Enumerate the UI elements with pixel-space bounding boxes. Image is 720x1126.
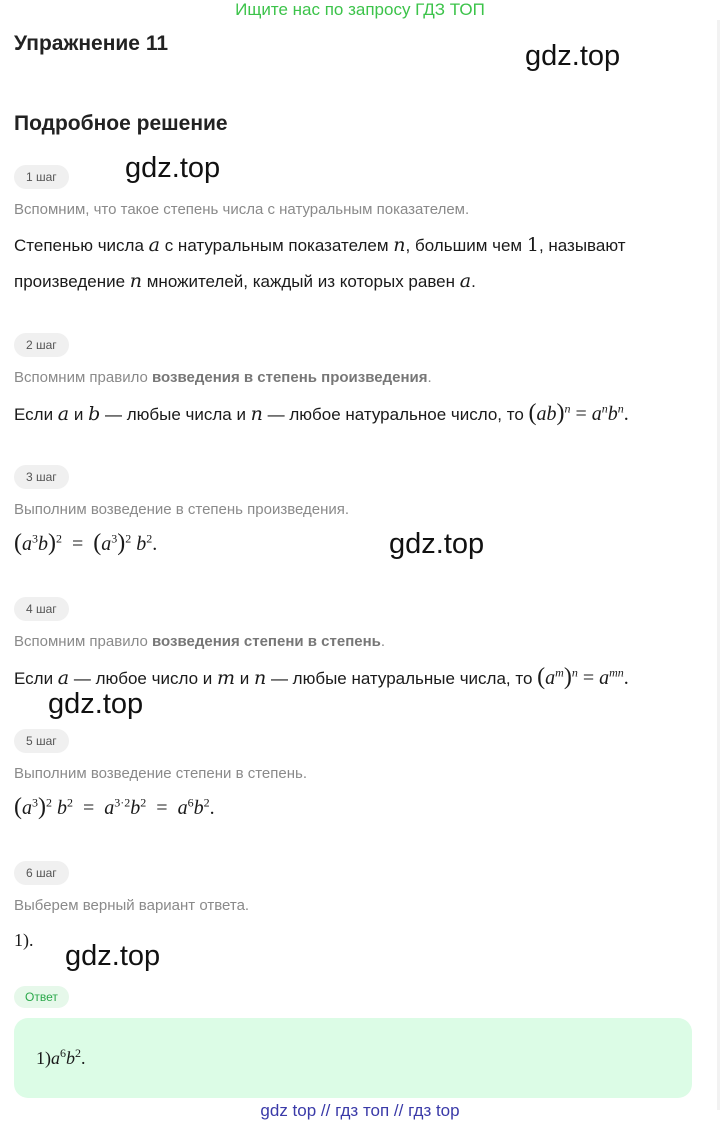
step-text: произведение n множителей, каждый из которых равен a. [14,270,476,292]
step-badge: 5 шаг [14,729,69,753]
formula: $(ab)^n = a^nb^n$. [528,400,629,426]
step-text: Степенью числа a с натуральным показателем n, большим чем 1, называют [14,234,626,256]
step-hint: Выберем верный вариант ответа. [14,897,250,914]
formula: $(a^3b)^2 = (a^3)^2$ $b^2$. [14,530,158,556]
step-hint: Выполним возведение степени в степень. [14,765,307,782]
step-text: Если a — любое число и m и n — любые натуральные числа, то $(a^m)^n = a^{mn}$. [14,664,629,690]
footer-links: gdz top // гдз топ // гдз top [260,1101,460,1120]
step-answer: 1). [14,930,34,950]
step-badge: 4 шаг [14,597,69,621]
watermark: gdz.top [125,152,221,184]
watermark: gdz.top [48,688,144,720]
step-hint: Выполним возведение в степень произведения. [14,501,350,518]
page-title: Упражнение 11 [14,32,169,55]
watermark: gdz.top [389,528,485,560]
step-badge: 3 шаг [14,465,69,489]
step-text: Если a и b — любые числа и n — любое натуральное число, то $(ab)^n = a^nb^n$. [14,400,629,426]
formula: $(a^m)^n = a^{mn}$. [537,664,629,690]
watermark: gdz.top [65,940,161,972]
answer-badge: Ответ [14,986,69,1008]
step-badge: 2 шаг [14,333,69,357]
step-hint: Вспомним правило возведения степени в степень. [14,633,386,650]
step-badge: 6 шаг [14,861,69,885]
step-hint: Вспомним, что такое степень числа с натуральным показателем. [14,201,470,218]
step-badge: 1 шаг [14,165,69,189]
formula: $(a^3)^2$ $b^2 = a^{3\cdot 2}b^2 = a^6b^2$. [14,794,215,820]
search-banner: Ищите нас по запросу ГДЗ ТОП [235,0,485,19]
watermark: gdz.top [525,40,621,72]
answer-formula: $1)a^6b^2$. [36,1046,86,1068]
step-hint: Вспомним правило возведения в степень произведения. [14,369,432,386]
answer-box [14,1018,692,1098]
section-title: Подробное решение [14,112,228,135]
